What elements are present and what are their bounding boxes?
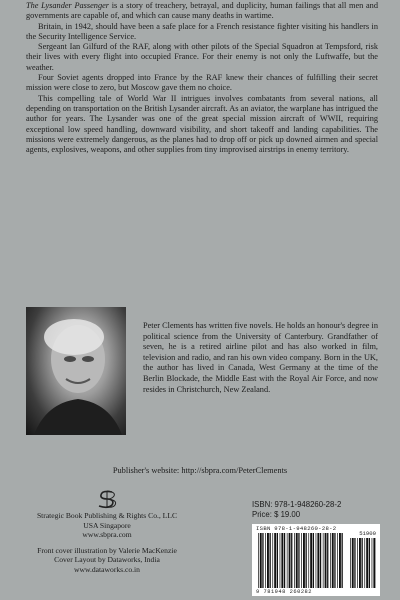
publisher-website: Publisher's website: http://sbpra.com/PeterClements: [112, 466, 288, 475]
cover-illustration-credit: Front cover illustration by Valerie MacKenzie: [37, 545, 177, 555]
barcode-isbn-label: ISBN 978-1-948260-28-2: [256, 525, 337, 532]
blurb-paragraph-5: This compelling tale of World War II intrigues involves combatants from several nations, all depending on transportation on the British Lysander aircraft. As an aviator, the warplane has intrigued the author for years. The Lysander was one of the great special mission aircraft of WWII, requiring exceptional low speed handling, downward visibility, and short takeoff and landing capabilities. The missions were extremely dangerous, as the planes had to drop off or pick up downed airmen and special agents, explosives, weapons, and other supplies from tiny improvised airstrips in enemy territory.: [26, 93, 378, 155]
barcode: [252, 524, 380, 596]
sb-monogram-logo-icon: [94, 489, 120, 509]
blurb-paragraph-1: [26, 1, 378, 22]
ean-barcode-icon: [258, 533, 344, 588]
author-photo: [26, 307, 126, 435]
blurb-paragraph-2: Britain, in 1942, should have been a safe place for a French resistance fighter visiting his handlers in the Security Intelligence Service.: [26, 21, 378, 41]
blurb-paragraph-4: Four Soviet agents dropped into France by the RAF knew their chances of fulfilling their secret mission were close to zero, but Moscow gave them no choice.: [26, 73, 378, 93]
publisher-location: USA Singapore: [83, 520, 131, 530]
author-portrait-icon: [26, 307, 126, 435]
isbn-price-block: [252, 500, 382, 521]
publisher-url: www.sbpra.com: [82, 530, 132, 540]
layout-url: www.dataworks.co.in: [74, 564, 140, 574]
cover-credits: [22, 546, 192, 575]
book-title: The Lysander Passenger: [26, 1, 110, 10]
barcode-price-code: 51900: [359, 530, 376, 537]
blurb-paragraph-3: Sergeant Ian Gilfurd of the RAF, along with other pilots of the Special Squadron at Tempsford, risk their lives with every flight into occupied France. For their enemy is not only the Luftwaffe, but the weather.: [26, 42, 378, 72]
author-bio: Peter Clements has written five novels. He holds an honour's degree in political science from the University of Canterbury. Grandfather of seven, he is a retired airline pilot and has also worked in film, television and radio, and ran his own video company. Born in the UK, the author has lived in Canada, West Germany at the time of the Berlin Blockade, the Middle East with the Royal Air Force, and now resides in Christchurch, New Zealand.: [143, 321, 378, 394]
price-text: Price: $ 19.00: [252, 510, 301, 520]
barcode-digits: 9 781948 260282: [256, 589, 313, 595]
book-blurb: [26, 1, 378, 155]
price-addon-barcode-icon: [350, 538, 376, 588]
blurb-paragraph-1-text: is a story of treachery, betrayal, and duplicity, human failings that all men and governments are capable of, and which can cause many deaths in wartime.: [26, 1, 378, 21]
publisher-name: Strategic Book Publishing & Rights Co., LLC: [36, 511, 178, 520]
cover-layout-credit: Cover Layout by Dataworks, India: [54, 555, 160, 565]
publisher-info: [22, 489, 192, 575]
isbn-text: ISBN: 978-1-948260-28-2: [252, 500, 342, 509]
